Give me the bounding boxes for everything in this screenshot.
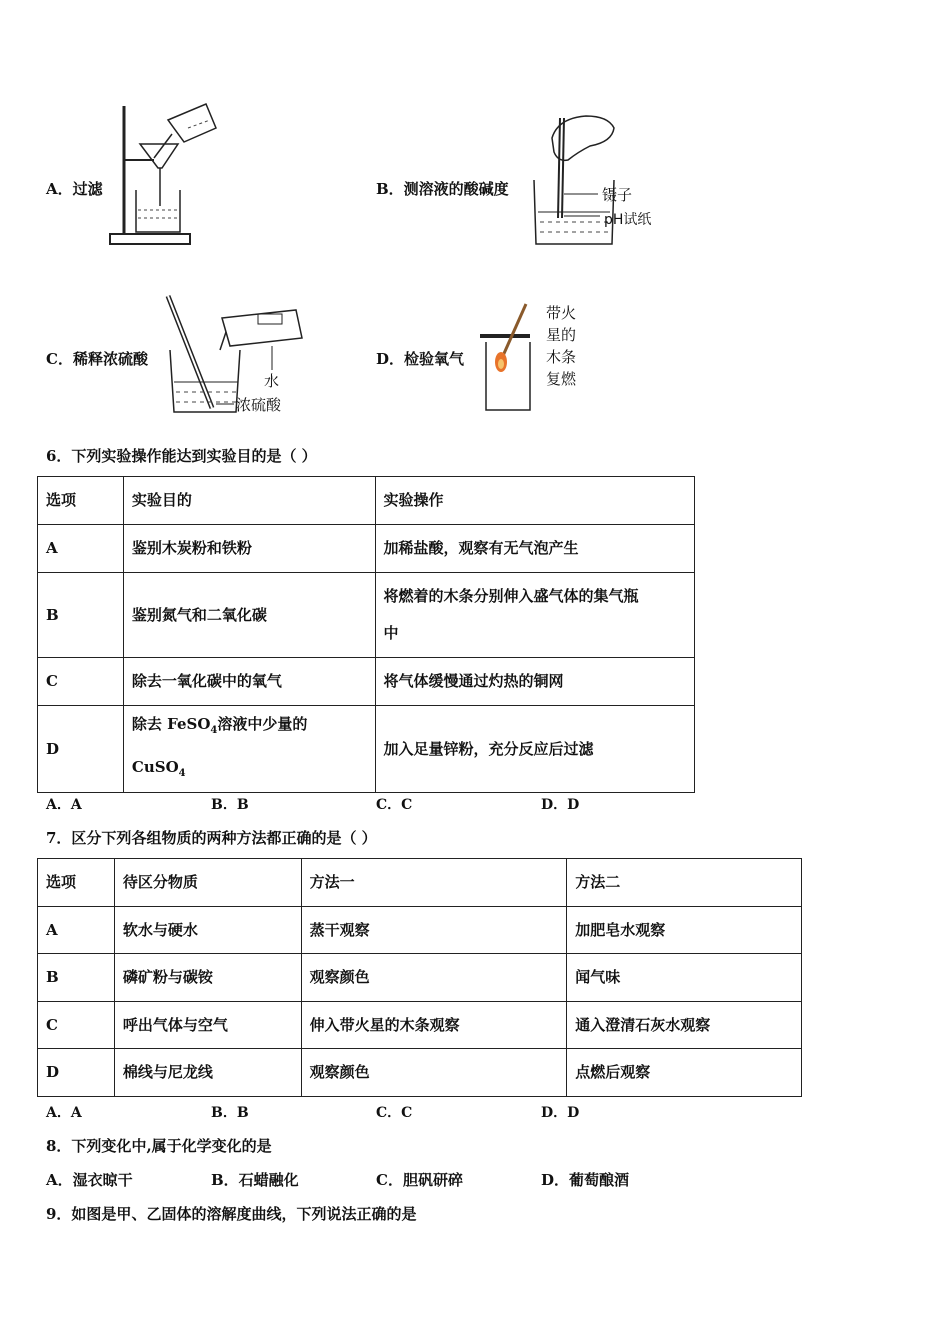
q8-option-d[interactable]: D．葡萄酿酒 [541,1171,630,1189]
row-goal: 除去一氧化碳中的氧气 [123,658,375,706]
q8-stem: 8．下列变化中,属于化学变化的是 [46,1137,272,1155]
header-method-2: 方法二 [567,859,802,907]
q7-table [37,858,802,1097]
ph-test-figure [528,108,668,250]
row-goal: 鉴别氮气和二氧化碳 [123,573,375,658]
label-conc-acid: 浓硫酸 [236,396,282,414]
oxygen-test-figure [476,298,586,416]
q5-option-b[interactable]: B．测溶液的酸碱度 [376,180,509,198]
q6-answer-c[interactable]: C．C [376,797,413,813]
q5-option-c[interactable]: C．稀释浓硫酸 [46,350,148,368]
q6-answer-a[interactable]: A．A [46,797,82,813]
row-option: A [38,525,124,573]
row-operation: 加入足量锌粉，充分反应后过滤 [375,706,694,793]
filtration-figure [106,98,226,248]
q6-answer-b[interactable]: B．B [211,797,249,813]
dilution-figure [160,292,310,418]
q7-answer-a[interactable]: A．A [46,1105,82,1121]
label-tweezers: 镊子 [602,186,633,204]
row-option: C [38,658,124,706]
header-operation: 实验操作 [375,477,694,525]
header-method-1: 方法一 [301,859,567,907]
header-option: 选项 [38,859,115,907]
header-items: 待区分物质 [114,859,301,907]
q9-stem: 9．如图是甲、乙固体的溶解度曲线，下列说法正确的是 [46,1205,417,1223]
row-goal: 除去 FeSO$_4$溶液中少量的 CuSO$_4$ [123,706,375,793]
q7-stem: 7．区分下列各组物质的两种方法都正确的是（ ） [46,829,377,847]
q5-option-d[interactable]: D．检验氧气 [376,350,465,368]
table-row: B 磷矿粉与碳铵 观察颜色 闻气味 [38,954,802,1002]
table-row: A 软水与硬水 蒸干观察 加肥皂水观察 [38,907,802,954]
row-option: B [38,573,124,658]
table-row: D 棉线与尼龙线 观察颜色 点燃后观察 [38,1049,802,1097]
q6-stem: 6．下列实验操作能达到实验目的是（ ） [46,447,317,465]
row-option: D [38,706,124,793]
q6-answer-d[interactable]: D．D [541,797,580,813]
label-d-3: 木条 [546,348,577,366]
q7-answer-b[interactable]: B．B [211,1105,249,1121]
q7-answer-d[interactable]: D．D [541,1105,580,1121]
q6-table [37,476,695,793]
label-d-2: 星的 [546,326,577,344]
label-ph-paper: pH试纸 [604,212,652,228]
table-row [38,573,695,658]
label-d-4: 复燃 [546,370,577,388]
table-row [38,706,695,793]
table-row: C 呼出气体与空气 伸入带火星的木条观察 通入澄清石灰水观察 [38,1002,802,1049]
q8-option-c[interactable]: C．胆矾研碎 [376,1171,463,1189]
q5-option-a[interactable]: A．过滤 [46,180,103,198]
table-row [38,525,695,573]
q8-option-b[interactable]: B．石蜡融化 [211,1171,299,1189]
row-goal: 鉴别木炭粉和铁粉 [123,525,375,573]
header-option: 选项 [38,477,124,525]
header-goal: 实验目的 [123,477,375,525]
table-header-row [38,859,802,907]
label-d-1: 带火 [546,304,577,322]
row-operation: 加稀盐酸，观察有无气泡产生 [375,525,694,573]
q8-option-a[interactable]: A．湿衣晾干 [46,1171,133,1189]
table-header-row [38,477,695,525]
label-water: 水 [264,372,280,390]
table-row [38,658,695,706]
row-operation: 将气体缓慢通过灼热的铜网 [375,658,694,706]
q7-answer-c[interactable]: C．C [376,1105,413,1121]
row-operation: 将燃着的木条分别伸入盛气体的集气瓶 中 [375,573,694,658]
